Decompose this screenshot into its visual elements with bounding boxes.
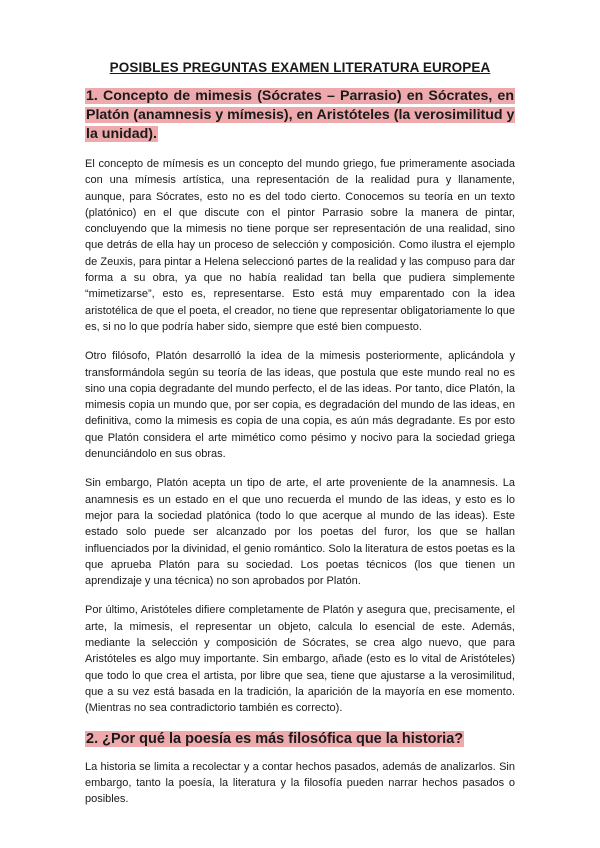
document-title: POSIBLES PREGUNTAS EXAMEN LITERATURA EUROPEA bbox=[109, 60, 491, 75]
section-heading-2-text: 2. ¿Por qué la poesía es más filosófica que la historia? bbox=[86, 730, 464, 747]
document-page bbox=[85, 60, 515, 820]
paragraph-platon-mimesis: Otro filósofo, Platón desarrolló la idea de la mimesis posteriormente, aplicándola y transformándola según su teoría de las ideas, que postula que este mundo real no es sino una copia degradante del mundo perfecto, el de las ideas. Por tanto, dice Platón, la mimesis copia un mundo que, por ser copia, es degradación del mundo de las ideas, en definitiva, como la mimesis es copia de una copia, es aún más degradante. Es por esto que Platón considera el arte mimético como pésimo y nocivo para la sociedad griega denunciándolo en sus obras. bbox=[85, 350, 515, 461]
section-heading-1 bbox=[85, 87, 515, 144]
paragraph-platon-anamnesis: Sin embargo, Platón acepta un tipo de arte, el arte proveniente de la anamnesis. La anamnesis es un estado en el que uno recuerda el mundo de las ideas, y esto es lo mejor para la sociedad platónica (todo lo que acerque al mundo de las ideas). Este estado solo puede ser alcanzado por los poetas del furor, los que se hallan influenciados por la divinidad, el genio romántico. Solo la literatura de estos poetas es la que aprueba Platón para su sociedad. Los poetas técnicos (los que tienen un aprendizaje y una técnica) no son aprobados por Platón. bbox=[85, 477, 515, 588]
paragraph-socrates-mimesis: El concepto de mímesis es un concepto del mundo griego, fue primeramente asociada con una mímesis artística, una representación de la realidad pura y llanamente, aunque, para Sócrates, esto no es del todo cierto. Conocemos su teoría en un texto (platónico) en el que discute con el pintor Parrasio sobre la manera de pintar, concluyendo que la mimesis no tiene porque ser representación de una realidad, sino que detrás de ella hay un proceso de selección y composición. Como ilustra el ejemplo de Zeuxis, para pintar a Helena seleccionó partes de la realidad y las compuso para dar forma a su obra, ya que no había realidad tan bella que pudiera simplemente “mimetizarse”, esto es, representarse. Esto está muy emparentado con la idea aristotélica de que el poeta, el creador, no tiene que representar obligatoriamente lo que es, si no lo que podría haber sido, siempre que esté bien compuesto. bbox=[85, 158, 515, 333]
section-heading-2 bbox=[85, 730, 515, 749]
paragraph-aristoteles: Por último, Aristóteles difiere completamente de Platón y asegura que, precisamente, el arte, la mimesis, el representar un objeto, calcula lo esencial de este. Además, mediante la selección y composición de Sócrates, se crea algo nuevo, que para Aristóteles es algo muy importante. Sin embargo, añade (esto es lo vital de Aristóteles) que todo lo que crea el artista, por libre que sea, tiene que ajustarse a la verosimilitud, que a su vez está basada en la tradición, la aparición de la mayoría en ese momento. (Mientras no sea contradictorio también es correcto). bbox=[85, 604, 515, 715]
section-heading-1-text: 1. Concepto de mimesis (Sócrates – Parrasio) en Sócrates, en Platón (anamnesis y mímesis), en Aristóteles (la verosimilitud y la unidad). bbox=[86, 88, 515, 142]
paragraph-poesia-historia: La historia se limita a recolectar y a contar hechos pasados, además de analizarlos. Sin embargo, tanto la poesía, la literatura y la filosofía pueden narrar hechos pasados o posibles. bbox=[85, 760, 515, 806]
